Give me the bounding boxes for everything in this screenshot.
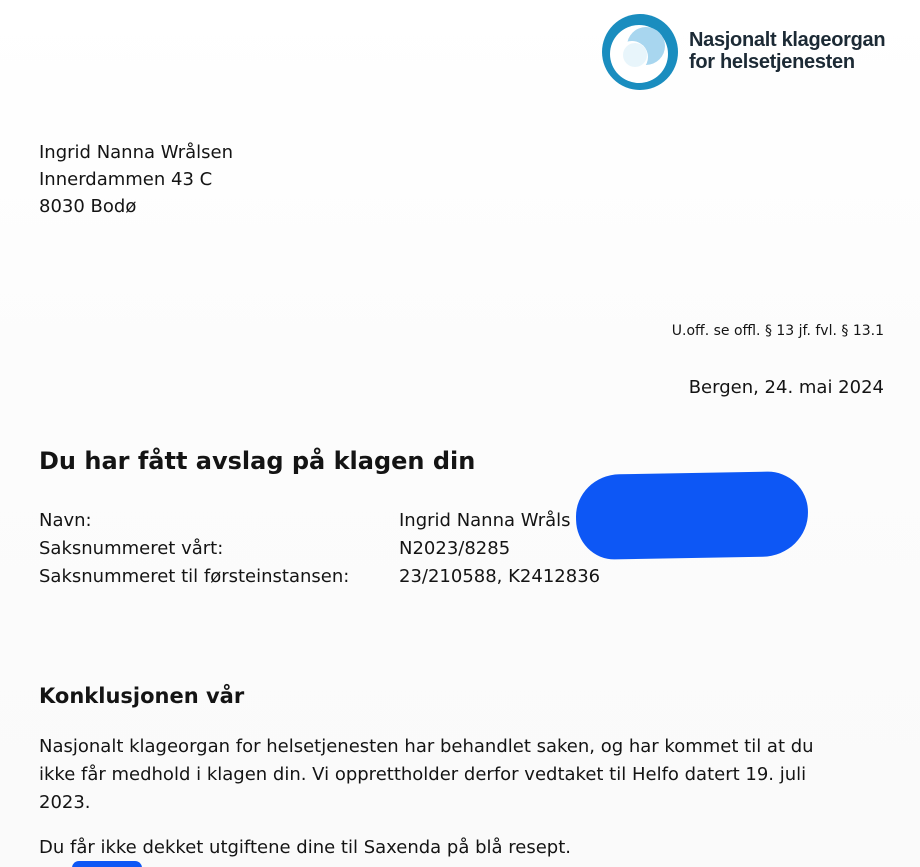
paragraph-line: 2023. bbox=[39, 792, 91, 813]
recipient-address bbox=[39, 139, 233, 220]
confidentiality-notice: U.off. se offl. § 13 jf. fvl. § 13.1 bbox=[671, 323, 884, 339]
paragraph-line: Du får ikke dekket utgiftene dine til Saxenda på blå resept. bbox=[39, 837, 572, 858]
case-info-value: 23/210588, K2412836 bbox=[399, 566, 601, 587]
letter-date: Bergen, 24. mai 2024 bbox=[688, 377, 884, 398]
organization-logo bbox=[602, 14, 902, 94]
case-info-label: Saksnummeret vårt: bbox=[39, 538, 224, 559]
redaction-mark-bottom bbox=[72, 861, 142, 867]
recipient-street: Innerdammen 43 C bbox=[39, 169, 213, 190]
coverage-paragraph bbox=[39, 834, 571, 862]
paragraph-line: ikke får medhold i klagen din. Vi opprettholder derfor vedtaket til Helfo datert 19. juli bbox=[39, 764, 807, 785]
letter-title: Du har fått avslag på klagen din bbox=[39, 447, 476, 475]
recipient-city: 8030 Bodø bbox=[39, 196, 137, 217]
recipient-name: Ingrid Nanna Wrålsen bbox=[39, 142, 234, 163]
case-info-label: Saksnummeret til førsteinstansen: bbox=[39, 566, 350, 587]
case-info-value: Ingrid Nanna Wråls bbox=[399, 510, 571, 531]
case-info-label: Navn: bbox=[39, 510, 92, 531]
logo-mark-icon bbox=[602, 14, 678, 90]
logo-line-2: for helsetjenesten bbox=[689, 51, 855, 73]
conclusion-paragraph bbox=[39, 733, 814, 817]
logo-line-1: Nasjonalt klageorgan bbox=[689, 29, 886, 51]
case-info-row bbox=[39, 563, 739, 591]
conclusion-heading: Konklusjonen vår bbox=[39, 684, 245, 708]
paragraph-line: Nasjonalt klageorgan for helsetjenesten har behandlet saken, og har kommet til at du bbox=[39, 736, 814, 757]
logo-text bbox=[689, 29, 885, 73]
case-info-value: N2023/8285 bbox=[399, 538, 511, 559]
redaction-mark bbox=[575, 471, 808, 560]
